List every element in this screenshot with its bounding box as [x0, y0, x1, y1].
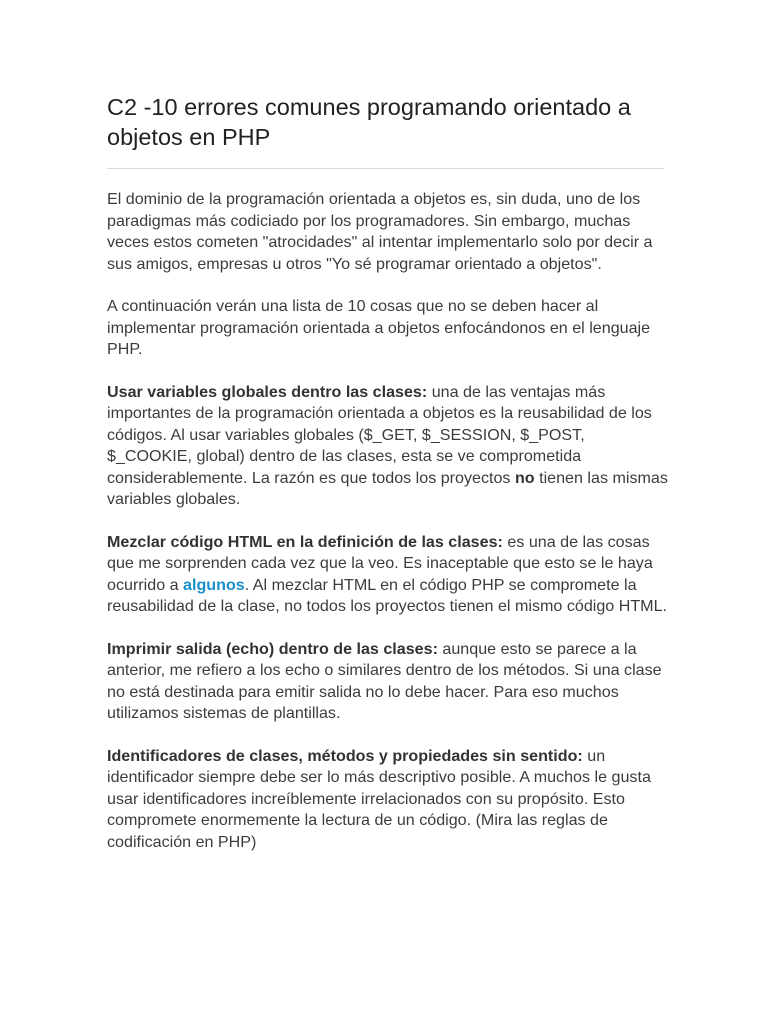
item-text: tienen las mismas variables globales.: [107, 468, 668, 508]
item-heading: Usar variables globales dentro las clases:: [107, 382, 428, 401]
item-text: una de las ventajas más importantes de la programación orientada a objetos es la reusabilidad de los códigos. Al usar variables globales ($_GET, $_SESSION, $_POST, $_COOKIE, global) dentro de las clases, esta se ve comprometida considerablemente. La razón es que todos los proyectos: [107, 382, 652, 487]
emphasis-no: no: [514, 468, 535, 487]
item-heading: Mezclar código HTML en la definición de las clases:: [107, 532, 503, 551]
item-mixing-html: [107, 532, 669, 618]
intro-paragraph-2: A continuación verán una lista de 10 cosas que no se deben hacer al implementar programación orientada a objetos enfocándonos en el lenguaje PHP.: [107, 297, 651, 358]
item-echo-output: [107, 639, 669, 725]
item-meaningless-identifiers: [107, 746, 669, 854]
item-heading: Imprimir salida (echo) dentro de las clases:: [107, 639, 438, 658]
item-heading: Identificadores de clases, métodos y propiedades sin sentido:: [107, 746, 583, 765]
item-text: un identificador siempre debe ser lo más descriptivo posible. A muchos le gusta usar identificadores increíblemente irrelacionados con su propósito. Esto compromete enormemente la lectura de un código. (Mira las reglas de codificación en PHP): [107, 746, 651, 851]
item-text: . Al mezclar HTML en el código PHP se compromete la reusabilidad de la clase, no todos los proyectos tienen el mismo código HTML.: [107, 575, 667, 615]
item-global-variables: [107, 382, 669, 511]
document-title: C2 -10 errores comunes programando orientado a objetos en PHP: [107, 94, 631, 150]
title-divider: [107, 168, 664, 169]
intro-paragraph-1: El dominio de la programación orientada a objetos es, sin duda, uno de los paradigmas más codiciado por los programadores. Sin embargo, muchas veces estos cometen "atrocidades" al intentar implementarlo solo por decir a sus amigos, empresas u otros "Yo sé programar orientado a objetos".: [107, 190, 653, 273]
item-text: aunque esto se parece a la anterior, me refiero a los echo o similares dentro de los métodos. Si una clase no está destinada para emitir salida no lo debe hacer. Para eso muchos utilizamos sistemas de plantillas.: [107, 639, 662, 722]
document-body: [107, 189, 669, 874]
item-text: es una de las cosas que me sorprenden cada vez que la veo. Es inaceptable que esto se le haya ocurrido a: [107, 532, 653, 594]
algunos-link[interactable]: algunos: [183, 575, 245, 594]
